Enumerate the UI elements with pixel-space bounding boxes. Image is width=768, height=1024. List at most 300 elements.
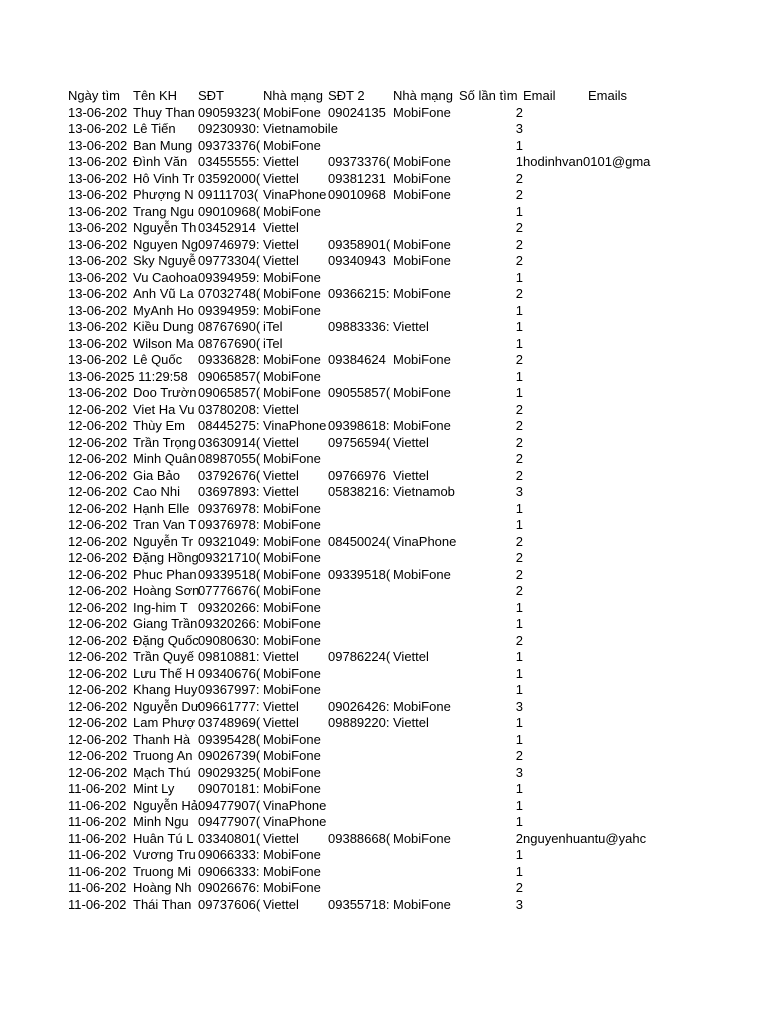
carrier2-cell[interactable]: MobiFone — [393, 170, 451, 186]
name-cell[interactable]: Anh Vũ La — [133, 286, 194, 301]
carrier-cell[interactable]: MobiFone — [263, 500, 321, 516]
search-count-cell[interactable]: 1 — [515, 797, 523, 813]
header-sdt[interactable]: SĐT — [198, 88, 224, 103]
phone2-cell[interactable]: 09384624 — [328, 352, 386, 367]
carrier-cell[interactable]: Viettel — [263, 154, 299, 169]
phone-cell[interactable]: 09737606( — [198, 896, 261, 912]
name-cell[interactable]: Thanh Hà — [133, 731, 191, 747]
search-count-cell[interactable]: 2 — [515, 104, 523, 120]
name-cell[interactable]: Lê Tiến — [133, 121, 176, 136]
carrier-cell[interactable]: MobiFone — [263, 566, 321, 582]
name-cell[interactable]: Nguyễn Dư — [133, 698, 200, 714]
search-count-cell[interactable]: 3 — [515, 896, 523, 912]
name-cell[interactable]: Minh Ngu — [133, 814, 189, 829]
carrier-cell[interactable]: Viettel — [263, 484, 299, 499]
search-count-cell[interactable]: 2 — [515, 352, 523, 367]
carrier-cell[interactable]: MobiFone — [263, 368, 321, 384]
phone-cell[interactable]: 09111703( — [198, 187, 259, 202]
carrier2-cell[interactable]: VinaPhone — [393, 533, 457, 549]
phone2-cell[interactable]: 09388668( — [328, 830, 391, 846]
search-count-cell[interactable]: 2 — [515, 220, 523, 235]
phone2-cell[interactable]: 09358901( — [328, 236, 391, 252]
phone-cell[interactable]: 09066333: — [198, 863, 260, 879]
date-cell[interactable]: 12-06-202 — [68, 632, 128, 648]
phone-cell[interactable]: 09340676( — [198, 665, 261, 681]
phone-cell[interactable]: 09066333: — [198, 847, 260, 862]
name-cell[interactable]: Kiều Dung — [133, 319, 194, 334]
search-count-cell[interactable]: 2 — [515, 533, 523, 549]
search-count-cell[interactable]: 2 — [515, 550, 523, 565]
phone-cell[interactable]: 03780208: — [198, 401, 260, 417]
search-count-cell[interactable]: 3 — [515, 698, 523, 714]
search-count-cell[interactable]: 1 — [515, 500, 523, 516]
phone-cell[interactable]: 08445275: — [198, 418, 260, 433]
carrier-cell[interactable]: MobiFone — [263, 632, 321, 648]
carrier-cell[interactable]: Viettel — [263, 253, 299, 268]
carrier2-cell[interactable]: MobiFone — [393, 418, 451, 433]
date-cell[interactable]: 12-06-202 — [68, 533, 128, 549]
email-cell[interactable]: nguyenhuantu@yahc — [523, 830, 647, 846]
search-count-cell[interactable]: 3 — [515, 121, 523, 136]
name-cell[interactable]: Nguyen Ng — [133, 236, 199, 252]
carrier2-cell[interactable]: Viettel — [393, 319, 429, 334]
carrier-cell[interactable]: MobiFone — [263, 286, 321, 301]
search-count-cell[interactable]: 2 — [515, 451, 523, 466]
date-cell[interactable]: 11-06-202 — [68, 814, 127, 829]
carrier-cell[interactable]: MobiFone — [263, 764, 321, 780]
carrier2-cell[interactable]: Viettel — [393, 467, 429, 483]
date-cell[interactable]: 12-06-202 — [68, 517, 128, 532]
date-cell[interactable]: 12-06-202 — [68, 764, 128, 780]
carrier-cell[interactable]: MobiFone — [263, 682, 321, 697]
phone-cell[interactable]: 08767690( — [198, 319, 261, 334]
date-cell[interactable]: 13-06-202 — [68, 286, 128, 301]
header-nha-mang-2[interactable]: Nhà mạng — [393, 88, 453, 103]
header-so-lan-tim[interactable]: Số lần tìm — [459, 88, 518, 103]
phone-cell[interactable]: 09029325( — [198, 764, 261, 780]
carrier-cell[interactable]: VinaPhone — [263, 187, 327, 202]
phone-cell[interactable]: 03630914( — [198, 434, 261, 450]
search-count-cell[interactable]: 2 — [515, 830, 523, 846]
carrier-cell[interactable]: MobiFone — [263, 599, 321, 615]
spreadsheet[interactable] — [0, 88, 768, 913]
carrier-cell[interactable]: MobiFone — [263, 665, 321, 681]
search-count-cell[interactable]: 1 — [515, 863, 523, 879]
name-cell[interactable]: Wilson Ma — [133, 335, 194, 351]
phone-cell[interactable]: 09026739( — [198, 748, 261, 763]
phone-cell[interactable]: 09321710( — [198, 550, 261, 565]
carrier-cell[interactable]: MobiFone — [263, 269, 321, 285]
date-cell[interactable]: 11-06-202 — [68, 847, 127, 862]
name-cell[interactable]: MyAnh Ho — [133, 302, 194, 318]
carrier-cell[interactable]: Viettel — [263, 170, 299, 186]
header-email[interactable]: Email — [523, 88, 556, 103]
phone-cell[interactable]: 09773304( — [198, 253, 261, 268]
phone2-cell[interactable]: 09398618: — [328, 418, 390, 433]
phone-cell[interactable]: 09070181: — [198, 781, 260, 796]
phone2-cell[interactable]: 09024135 — [328, 104, 386, 120]
carrier2-cell[interactable]: MobiFone — [393, 830, 451, 846]
carrier-cell[interactable]: MobiFone — [263, 863, 321, 879]
search-count-cell[interactable]: 2 — [515, 748, 523, 763]
name-cell[interactable]: Thuy Than — [133, 104, 195, 120]
carrier-cell[interactable]: MobiFone — [263, 104, 321, 120]
carrier-cell[interactable]: MobiFone — [263, 583, 321, 598]
name-cell[interactable]: Vương Tru — [133, 847, 196, 862]
header-emails[interactable]: Emails — [588, 88, 628, 103]
phone-cell[interactable]: 09394959: — [198, 302, 260, 318]
date-cell[interactable]: 13-06-2025 11:29:58 — [68, 368, 188, 384]
date-cell[interactable]: 13-06-202 — [68, 154, 128, 169]
name-cell[interactable]: Truong An — [133, 748, 193, 763]
search-count-cell[interactable]: 1 — [515, 847, 523, 862]
phone-cell[interactable]: 09661777: — [198, 698, 260, 714]
carrier-cell[interactable]: MobiFone — [263, 137, 321, 153]
carrier-cell[interactable]: MobiFone — [263, 302, 321, 318]
carrier-cell[interactable]: MobiFone — [263, 385, 321, 400]
date-cell[interactable]: 13-06-202 — [68, 170, 128, 186]
name-cell[interactable]: Đặng Hồng — [133, 550, 199, 565]
search-count-cell[interactable]: 2 — [515, 253, 523, 268]
name-cell[interactable]: Trang Ngu — [133, 203, 194, 219]
phone-cell[interactable]: 03792676( — [198, 467, 261, 483]
carrier-cell[interactable]: Viettel — [263, 830, 299, 846]
date-cell[interactable]: 13-06-202 — [68, 269, 128, 285]
carrier2-cell[interactable]: MobiFone — [393, 352, 451, 367]
phone2-cell[interactable]: 09340943 — [328, 253, 386, 268]
name-cell[interactable]: Vu Caohoa — [133, 269, 198, 285]
search-count-cell[interactable]: 2 — [515, 566, 523, 582]
date-cell[interactable]: 13-06-202 — [68, 253, 128, 268]
name-cell[interactable]: Trần Trọng — [133, 434, 197, 450]
phone-cell[interactable]: 09065857( — [198, 368, 261, 384]
date-cell[interactable]: 12-06-202 — [68, 616, 128, 631]
date-cell[interactable]: 12-06-202 — [68, 451, 128, 466]
search-count-cell[interactable]: 1 — [515, 731, 523, 747]
search-count-cell[interactable]: 1 — [515, 682, 523, 697]
carrier-cell[interactable]: Viettel — [263, 715, 299, 730]
search-count-cell[interactable]: 1 — [515, 335, 523, 351]
carrier2-cell[interactable]: MobiFone — [393, 566, 451, 582]
phone2-cell[interactable]: 09339518( — [328, 566, 391, 582]
carrier-cell[interactable]: MobiFone — [263, 451, 321, 466]
name-cell[interactable]: Hoàng Nh — [133, 880, 192, 895]
name-cell[interactable]: Phuc Phan — [133, 566, 197, 582]
carrier2-cell[interactable]: MobiFone — [393, 187, 451, 202]
phone2-cell[interactable]: 09889220: — [328, 715, 390, 730]
carrier-cell[interactable]: Viettel — [263, 698, 299, 714]
carrier-cell[interactable]: iTel — [263, 319, 283, 334]
phone2-cell[interactable]: 09381231 — [328, 170, 386, 186]
phone-cell[interactable]: 03340801( — [198, 830, 261, 846]
name-cell[interactable]: Huân Tú L — [133, 830, 194, 846]
phone-cell[interactable]: 08767690( — [198, 335, 261, 351]
phone-cell[interactable]: 09395428( — [198, 731, 261, 747]
phone-cell[interactable]: 08987055( — [198, 451, 261, 466]
date-cell[interactable]: 13-06-202 — [68, 335, 128, 351]
name-cell[interactable]: Doo Trườn — [133, 385, 197, 400]
date-cell[interactable]: 12-06-202 — [68, 665, 128, 681]
search-count-cell[interactable]: 2 — [515, 170, 523, 186]
carrier-cell[interactable]: Viettel — [263, 434, 299, 450]
phone-cell[interactable]: 09367997: — [198, 682, 260, 697]
carrier-cell[interactable]: Viettel — [263, 236, 299, 252]
search-count-cell[interactable]: 1 — [515, 302, 523, 318]
phone-cell[interactable]: 07776676( — [198, 583, 261, 598]
carrier2-cell[interactable]: MobiFone — [393, 385, 451, 400]
name-cell[interactable]: Cao Nhi — [133, 484, 180, 499]
search-count-cell[interactable]: 1 — [515, 665, 523, 681]
carrier-cell[interactable]: Viettel — [263, 401, 299, 417]
search-count-cell[interactable]: 1 — [515, 715, 523, 730]
carrier-cell[interactable]: MobiFone — [263, 731, 321, 747]
carrier2-cell[interactable]: MobiFone — [393, 286, 451, 301]
name-cell[interactable]: Ban Mung — [133, 137, 193, 153]
name-cell[interactable]: Lam Phượ — [133, 715, 196, 730]
carrier-cell[interactable]: VinaPhone — [263, 814, 327, 829]
name-cell[interactable]: Lê Quốc — [133, 352, 183, 367]
carrier-cell[interactable]: MobiFone — [263, 352, 321, 367]
date-cell[interactable]: 12-06-202 — [68, 748, 128, 763]
date-cell[interactable]: 13-06-202 — [68, 220, 128, 235]
phone-cell[interactable]: 03592000( — [198, 170, 261, 186]
name-cell[interactable]: Nguyễn Th — [133, 220, 197, 235]
name-cell[interactable]: Mạch Thú — [133, 764, 191, 780]
phone2-cell[interactable]: 09373376( — [328, 154, 391, 169]
date-cell[interactable]: 13-06-202 — [68, 121, 128, 136]
date-cell[interactable]: 12-06-202 — [68, 599, 128, 615]
name-cell[interactable]: Đặng Quốc — [133, 632, 199, 648]
date-cell[interactable]: 12-06-202 — [68, 500, 128, 516]
phone-cell[interactable]: 03455555: — [198, 154, 260, 169]
carrier2-cell[interactable]: MobiFone — [393, 896, 451, 912]
date-cell[interactable]: 11-06-202 — [68, 880, 127, 895]
date-cell[interactable]: 12-06-202 — [68, 401, 128, 417]
search-count-cell[interactable]: 1 — [515, 599, 523, 615]
search-count-cell[interactable]: 1 — [515, 781, 523, 796]
date-cell[interactable]: 12-06-202 — [68, 418, 128, 433]
carrier-cell[interactable]: MobiFone — [263, 203, 321, 219]
name-cell[interactable]: Tran Van T — [133, 517, 197, 532]
date-cell[interactable]: 13-06-202 — [68, 187, 128, 202]
name-cell[interactable]: Khang Huy — [133, 682, 198, 697]
date-cell[interactable]: 13-06-202 — [68, 203, 128, 219]
search-count-cell[interactable]: 1 — [515, 269, 523, 285]
phone-cell[interactable]: 09810881: — [198, 649, 260, 664]
search-count-cell[interactable]: 1 — [515, 814, 523, 829]
search-count-cell[interactable]: 2 — [515, 880, 523, 895]
header-sdt-2[interactable]: SĐT 2 — [328, 88, 365, 103]
phone-cell[interactable]: 09394959: — [198, 269, 260, 285]
carrier2-cell[interactable]: MobiFone — [393, 698, 451, 714]
phone2-cell[interactable]: 09055857( — [328, 385, 391, 400]
name-cell[interactable]: Mint Ly — [133, 781, 175, 796]
name-cell[interactable]: Hoàng Sơn — [133, 583, 200, 598]
header-nha-mang[interactable]: Nhà mạng — [263, 88, 323, 103]
phone-cell[interactable]: 09080630: — [198, 632, 260, 648]
date-cell[interactable]: 13-06-202 — [68, 385, 128, 400]
search-count-cell[interactable]: 1 — [515, 203, 523, 219]
search-count-cell[interactable]: 1 — [515, 368, 523, 384]
phone-cell[interactable]: 09065857( — [198, 385, 261, 400]
carrier2-cell[interactable]: Viettel — [393, 715, 429, 730]
phone-cell[interactable]: 09746979: — [198, 236, 260, 252]
email-cell[interactable]: hodinhvan0101@gma — [523, 154, 651, 169]
phone2-cell[interactable]: 09010968 — [328, 187, 386, 202]
name-cell[interactable]: Gia Bảo — [133, 467, 180, 483]
date-cell[interactable]: 12-06-202 — [68, 484, 128, 499]
date-cell[interactable]: 11-06-202 — [68, 863, 127, 879]
search-count-cell[interactable]: 1 — [515, 385, 523, 400]
name-cell[interactable]: Viet Ha Vu — [133, 401, 195, 417]
date-cell[interactable]: 12-06-202 — [68, 698, 128, 714]
date-cell[interactable]: 12-06-202 — [68, 731, 128, 747]
phone-cell[interactable]: 03452914 — [198, 220, 256, 235]
carrier-cell[interactable]: Viettel — [263, 649, 299, 664]
carrier-cell[interactable]: MobiFone — [263, 880, 321, 895]
carrier2-cell[interactable]: MobiFone — [393, 253, 451, 268]
phone-cell[interactable]: 09376978: — [198, 517, 260, 532]
table-row — [0, 534, 768, 551]
date-cell[interactable]: 11-06-202 — [68, 797, 127, 813]
name-cell[interactable]: Giang Trần — [133, 616, 198, 631]
search-count-cell[interactable]: 3 — [515, 764, 523, 780]
carrier2-cell[interactable]: Viettel — [393, 434, 429, 450]
phone-cell[interactable]: 03697893: — [198, 484, 260, 499]
name-cell[interactable]: Hạnh Elle — [133, 500, 190, 516]
name-cell[interactable]: Thái Than — [133, 896, 192, 912]
date-cell[interactable]: 12-06-202 — [68, 434, 128, 450]
carrier-cell[interactable]: iTel — [263, 335, 283, 351]
date-cell[interactable]: 12-06-202 — [68, 467, 128, 483]
search-count-cell[interactable]: 1 — [515, 137, 523, 153]
date-cell[interactable]: 12-06-202 — [68, 583, 128, 598]
name-cell[interactable]: Trần Quyế — [133, 649, 194, 664]
phone-cell[interactable]: 09059323( — [198, 104, 261, 120]
date-cell[interactable]: 12-06-202 — [68, 566, 128, 582]
name-cell[interactable]: Thùy Em — [133, 418, 186, 433]
date-cell[interactable]: 12-06-202 — [68, 550, 128, 565]
search-count-cell[interactable]: 2 — [515, 286, 523, 301]
date-cell[interactable]: 11-06-202 — [68, 896, 127, 912]
phone-cell[interactable]: 09010968( — [198, 203, 261, 219]
phone-cell[interactable]: 09026676: — [198, 880, 260, 895]
search-count-cell[interactable]: 2 — [515, 467, 523, 483]
phone-cell[interactable]: 09376978: — [198, 500, 260, 516]
search-count-cell[interactable]: 2 — [515, 401, 523, 417]
search-count-cell[interactable]: 2 — [515, 632, 523, 648]
date-cell[interactable]: 12-06-202 — [68, 715, 128, 730]
phone2-cell[interactable]: 09766976 — [328, 467, 386, 483]
carrier-cell[interactable]: MobiFone — [263, 550, 321, 565]
search-count-cell[interactable]: 1 — [515, 616, 523, 631]
name-cell[interactable]: Phượng N — [133, 187, 194, 202]
table-row — [0, 121, 768, 138]
date-cell[interactable]: 13-06-202 — [68, 302, 128, 318]
date-cell[interactable]: 12-06-202 — [68, 682, 128, 697]
search-count-cell[interactable]: 3 — [515, 484, 523, 499]
search-count-cell[interactable]: 1 — [515, 649, 523, 664]
name-cell[interactable]: Nguyễn Hả — [133, 797, 199, 813]
search-count-cell[interactable]: 1 — [515, 517, 523, 532]
carrier2-cell[interactable]: MobiFone — [393, 104, 451, 120]
name-cell[interactable]: Truong Mi — [133, 863, 192, 879]
search-count-cell[interactable]: 2 — [515, 187, 523, 202]
phone-cell[interactable]: 09320266: — [198, 616, 260, 631]
search-count-cell[interactable]: 2 — [515, 418, 523, 433]
carrier-cell[interactable]: MobiFone — [263, 748, 321, 763]
name-cell[interactable]: Lưu Thế H — [133, 665, 195, 681]
phone2-cell[interactable]: 09366215: — [328, 286, 390, 301]
date-cell[interactable]: 13-06-202 — [68, 137, 128, 153]
carrier2-cell[interactable]: MobiFone — [393, 154, 451, 169]
carrier-cell[interactable]: VinaPhone — [263, 418, 327, 433]
phone2-cell[interactable]: 09883336: — [328, 319, 390, 334]
carrier-cell[interactable]: Viettel — [263, 467, 299, 483]
carrier-cell[interactable]: MobiFone — [263, 517, 321, 532]
carrier-cell[interactable]: Vietnamobile — [263, 121, 338, 136]
name-cell[interactable]: Ing-him T — [133, 599, 188, 615]
carrier2-cell[interactable]: MobiFone — [393, 236, 451, 252]
name-cell[interactable]: Nguyễn Tr — [133, 533, 193, 549]
phone-cell[interactable]: 09320266: — [198, 599, 260, 615]
carrier-cell[interactable]: VinaPhone — [263, 797, 327, 813]
search-count-cell[interactable]: 2 — [515, 434, 523, 450]
phone-cell[interactable]: 09477907( — [198, 797, 261, 813]
date-cell[interactable]: 13-06-202 — [68, 104, 128, 120]
carrier2-cell[interactable]: Vietnamob — [393, 484, 455, 499]
name-cell[interactable]: Minh Quân — [133, 451, 197, 466]
name-cell[interactable]: Sky Nguyễ — [133, 253, 196, 268]
search-count-cell[interactable]: 2 — [515, 236, 523, 252]
date-cell[interactable]: 13-06-202 — [68, 319, 128, 334]
phone2-cell[interactable]: 09355718: — [328, 896, 390, 912]
phone-cell[interactable]: 09339518( — [198, 566, 261, 582]
phone-cell[interactable]: 09336828: — [198, 352, 260, 367]
phone-cell[interactable]: 09321049: — [198, 533, 260, 549]
phone-cell[interactable]: 09230930: — [198, 121, 260, 136]
phone2-cell[interactable]: 09756594( — [328, 434, 391, 450]
phone2-cell[interactable]: 09026426: — [328, 698, 390, 714]
header-ten-kh[interactable]: Tên KH — [133, 88, 178, 103]
carrier-cell[interactable]: Viettel — [263, 896, 299, 912]
date-cell[interactable]: 13-06-202 — [68, 352, 128, 367]
carrier-cell[interactable]: MobiFone — [263, 781, 321, 796]
date-cell[interactable]: 11-06-202 — [68, 830, 127, 846]
phone-cell[interactable]: 07032748( — [198, 286, 261, 301]
date-cell[interactable]: 11-06-202 — [68, 781, 127, 796]
phone2-cell[interactable]: 09786224( — [328, 649, 391, 664]
carrier-cell[interactable]: MobiFone — [263, 533, 321, 549]
search-count-cell[interactable]: 1 — [515, 319, 523, 334]
phone2-cell[interactable]: 05838216: — [328, 484, 390, 499]
carrier-cell[interactable]: MobiFone — [263, 616, 321, 631]
phone-cell[interactable]: 09373376( — [198, 137, 261, 153]
phone-cell[interactable]: 03748969( — [198, 715, 261, 730]
header-ngay-tim[interactable]: Ngày tìm — [68, 88, 121, 103]
search-count-cell[interactable]: 1 — [515, 154, 523, 169]
date-cell[interactable]: 12-06-202 — [68, 649, 128, 664]
phone-cell[interactable]: 09477907( — [198, 814, 261, 829]
carrier-cell[interactable]: MobiFone — [263, 847, 321, 862]
phone2-cell[interactable]: 08450024( — [328, 533, 391, 549]
carrier-cell[interactable]: Viettel — [263, 220, 299, 235]
date-cell[interactable]: 13-06-202 — [68, 236, 128, 252]
carrier2-cell[interactable]: Viettel — [393, 649, 429, 664]
name-cell[interactable]: Đình Văn — [133, 154, 188, 169]
name-cell[interactable]: Hô Vinh Tr — [133, 170, 195, 186]
search-count-cell[interactable]: 2 — [515, 583, 523, 598]
